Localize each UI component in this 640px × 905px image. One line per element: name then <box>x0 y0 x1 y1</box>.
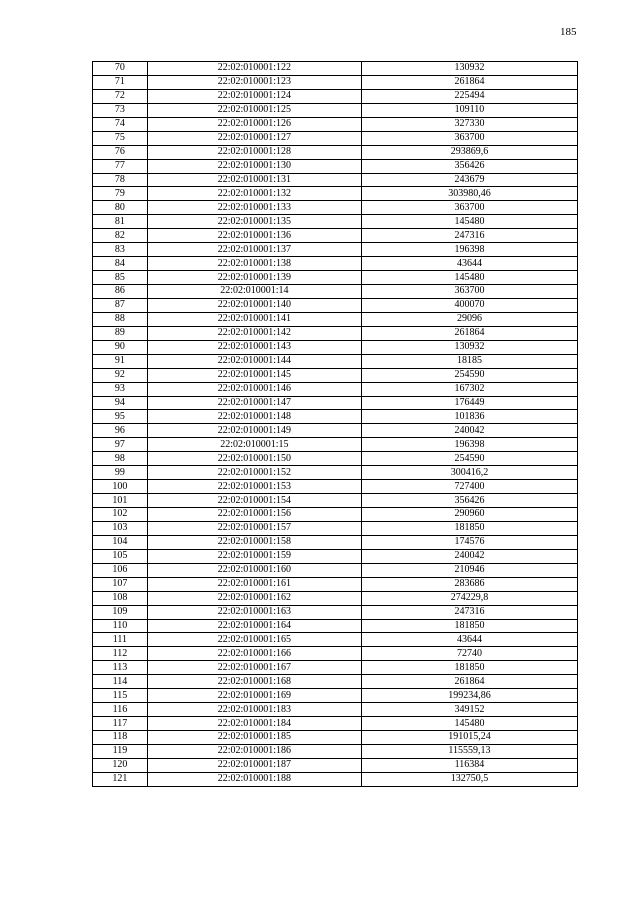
cadastral-number-cell: 22:02:010001:184 <box>147 717 361 731</box>
table-row <box>93 215 578 229</box>
row-number-cell: 89 <box>93 326 148 340</box>
table-row <box>93 758 578 772</box>
cadastral-number-cell: 22:02:010001:136 <box>147 229 361 243</box>
table-row <box>93 89 578 103</box>
row-number-cell: 91 <box>93 354 148 368</box>
table-row <box>93 187 578 201</box>
cadastral-number-cell: 22:02:010001:147 <box>147 396 361 410</box>
row-number-cell: 106 <box>93 563 148 577</box>
table-row <box>93 703 578 717</box>
value-cell: 356426 <box>361 494 577 508</box>
value-cell: 196398 <box>361 438 577 452</box>
cadastral-number-cell: 22:02:010001:162 <box>147 591 361 605</box>
table-row <box>93 145 578 159</box>
table-row <box>93 382 578 396</box>
value-cell: 243679 <box>361 173 577 187</box>
cadastral-number-cell: 22:02:010001:153 <box>147 480 361 494</box>
value-cell: 181850 <box>361 661 577 675</box>
row-number-cell: 74 <box>93 117 148 131</box>
table-body <box>93 62 578 787</box>
value-cell: 247316 <box>361 605 577 619</box>
table-row <box>93 717 578 731</box>
table-row <box>93 103 578 117</box>
value-cell: 181850 <box>361 619 577 633</box>
value-cell: 303980,46 <box>361 187 577 201</box>
cadastral-number-cell: 22:02:010001:15 <box>147 438 361 452</box>
table-row <box>93 424 578 438</box>
row-number-cell: 76 <box>93 145 148 159</box>
table-row <box>93 521 578 535</box>
cadastral-number-cell: 22:02:010001:137 <box>147 243 361 257</box>
value-cell: 43644 <box>361 257 577 271</box>
table-row <box>93 452 578 466</box>
cadastral-number-cell: 22:02:010001:133 <box>147 201 361 215</box>
table-row <box>93 368 578 382</box>
cadastral-value-table <box>92 61 578 787</box>
cadastral-number-cell: 22:02:010001:188 <box>147 772 361 786</box>
value-cell: 145480 <box>361 215 577 229</box>
table-row <box>93 173 578 187</box>
cadastral-number-cell: 22:02:010001:157 <box>147 521 361 535</box>
cadastral-number-cell: 22:02:010001:126 <box>147 117 361 131</box>
value-cell: 247316 <box>361 229 577 243</box>
row-number-cell: 115 <box>93 689 148 703</box>
table-row <box>93 744 578 758</box>
value-cell: 145480 <box>361 717 577 731</box>
row-number-cell: 99 <box>93 466 148 480</box>
table-row <box>93 396 578 410</box>
cadastral-number-cell: 22:02:010001:128 <box>147 145 361 159</box>
value-cell: 109110 <box>361 103 577 117</box>
table-row <box>93 117 578 131</box>
value-cell: 300416,2 <box>361 466 577 480</box>
table-row <box>93 689 578 703</box>
row-number-cell: 71 <box>93 75 148 89</box>
cadastral-number-cell: 22:02:010001:161 <box>147 577 361 591</box>
cadastral-number-cell: 22:02:010001:144 <box>147 354 361 368</box>
value-cell: 254590 <box>361 368 577 382</box>
value-cell: 349152 <box>361 703 577 717</box>
cadastral-number-cell: 22:02:010001:158 <box>147 535 361 549</box>
row-number-cell: 92 <box>93 368 148 382</box>
value-cell: 130932 <box>361 340 577 354</box>
value-cell: 290960 <box>361 508 577 522</box>
row-number-cell: 85 <box>93 271 148 285</box>
table-row <box>93 159 578 173</box>
value-cell: 363700 <box>361 201 577 215</box>
value-cell: 132750,5 <box>361 772 577 786</box>
value-cell: 181850 <box>361 521 577 535</box>
row-number-cell: 80 <box>93 201 148 215</box>
cadastral-number-cell: 22:02:010001:141 <box>147 312 361 326</box>
table-row <box>93 549 578 563</box>
table-row <box>93 131 578 145</box>
cadastral-number-cell: 22:02:010001:160 <box>147 563 361 577</box>
table-row <box>93 731 578 745</box>
cadastral-number-cell: 22:02:010001:183 <box>147 703 361 717</box>
row-number-cell: 98 <box>93 452 148 466</box>
row-number-cell: 78 <box>93 173 148 187</box>
cadastral-number-cell: 22:02:010001:142 <box>147 326 361 340</box>
table-row <box>93 591 578 605</box>
cadastral-number-cell: 22:02:010001:130 <box>147 159 361 173</box>
row-number-cell: 96 <box>93 424 148 438</box>
row-number-cell: 102 <box>93 508 148 522</box>
cadastral-number-cell: 22:02:010001:150 <box>147 452 361 466</box>
cadastral-number-cell: 22:02:010001:169 <box>147 689 361 703</box>
table-row <box>93 633 578 647</box>
cadastral-number-cell: 22:02:010001:124 <box>147 89 361 103</box>
cadastral-number-cell: 22:02:010001:131 <box>147 173 361 187</box>
value-cell: 363700 <box>361 131 577 145</box>
value-cell: 261864 <box>361 75 577 89</box>
cadastral-number-cell: 22:02:010001:154 <box>147 494 361 508</box>
table-row <box>93 772 578 786</box>
table-row <box>93 201 578 215</box>
value-cell: 727400 <box>361 480 577 494</box>
table-row <box>93 619 578 633</box>
row-number-cell: 109 <box>93 605 148 619</box>
cadastral-number-cell: 22:02:010001:145 <box>147 368 361 382</box>
value-cell: 210946 <box>361 563 577 577</box>
value-cell: 199234,86 <box>361 689 577 703</box>
row-number-cell: 118 <box>93 731 148 745</box>
row-number-cell: 88 <box>93 312 148 326</box>
cadastral-number-cell: 22:02:010001:165 <box>147 633 361 647</box>
row-number-cell: 90 <box>93 340 148 354</box>
row-number-cell: 107 <box>93 577 148 591</box>
value-cell: 130932 <box>361 62 577 76</box>
cadastral-number-cell: 22:02:010001:164 <box>147 619 361 633</box>
table-row <box>93 577 578 591</box>
table-row <box>93 354 578 368</box>
row-number-cell: 87 <box>93 298 148 312</box>
table-row <box>93 410 578 424</box>
cadastral-number-cell: 22:02:010001:123 <box>147 75 361 89</box>
row-number-cell: 100 <box>93 480 148 494</box>
row-number-cell: 108 <box>93 591 148 605</box>
row-number-cell: 93 <box>93 382 148 396</box>
value-cell: 116384 <box>361 758 577 772</box>
cadastral-number-cell: 22:02:010001:166 <box>147 647 361 661</box>
cadastral-number-cell: 22:02:010001:140 <box>147 298 361 312</box>
row-number-cell: 114 <box>93 675 148 689</box>
value-cell: 72740 <box>361 647 577 661</box>
row-number-cell: 120 <box>93 758 148 772</box>
row-number-cell: 117 <box>93 717 148 731</box>
table-row <box>93 271 578 285</box>
row-number-cell: 72 <box>93 89 148 103</box>
row-number-cell: 105 <box>93 549 148 563</box>
table-row <box>93 75 578 89</box>
cadastral-number-cell: 22:02:010001:148 <box>147 410 361 424</box>
row-number-cell: 112 <box>93 647 148 661</box>
row-number-cell: 75 <box>93 131 148 145</box>
value-cell: 145480 <box>361 271 577 285</box>
table-row <box>93 494 578 508</box>
table-row <box>93 229 578 243</box>
row-number-cell: 82 <box>93 229 148 243</box>
table-row <box>93 535 578 549</box>
value-cell: 18185 <box>361 354 577 368</box>
value-cell: 261864 <box>361 326 577 340</box>
value-cell: 363700 <box>361 285 577 299</box>
row-number-cell: 111 <box>93 633 148 647</box>
table-row <box>93 298 578 312</box>
value-cell: 240042 <box>361 424 577 438</box>
cadastral-number-cell: 22:02:010001:163 <box>147 605 361 619</box>
table-row <box>93 605 578 619</box>
cadastral-number-cell: 22:02:010001:127 <box>147 131 361 145</box>
row-number-cell: 77 <box>93 159 148 173</box>
row-number-cell: 70 <box>93 62 148 76</box>
row-number-cell: 101 <box>93 494 148 508</box>
row-number-cell: 84 <box>93 257 148 271</box>
row-number-cell: 86 <box>93 285 148 299</box>
value-cell: 115559,13 <box>361 744 577 758</box>
cadastral-number-cell: 22:02:010001:138 <box>147 257 361 271</box>
table-row <box>93 647 578 661</box>
cadastral-number-cell: 22:02:010001:14 <box>147 285 361 299</box>
value-cell: 29096 <box>361 312 577 326</box>
value-cell: 283686 <box>361 577 577 591</box>
value-cell: 293869,6 <box>361 145 577 159</box>
value-cell: 254590 <box>361 452 577 466</box>
table-row <box>93 661 578 675</box>
table-row <box>93 466 578 480</box>
row-number-cell: 113 <box>93 661 148 675</box>
row-number-cell: 73 <box>93 103 148 117</box>
row-number-cell: 95 <box>93 410 148 424</box>
value-cell: 400070 <box>361 298 577 312</box>
value-cell: 174576 <box>361 535 577 549</box>
row-number-cell: 103 <box>93 521 148 535</box>
cadastral-number-cell: 22:02:010001:139 <box>147 271 361 285</box>
row-number-cell: 97 <box>93 438 148 452</box>
value-cell: 43644 <box>361 633 577 647</box>
row-number-cell: 121 <box>93 772 148 786</box>
table-row <box>93 508 578 522</box>
table-row <box>93 285 578 299</box>
value-cell: 191015,24 <box>361 731 577 745</box>
table-row <box>93 312 578 326</box>
row-number-cell: 94 <box>93 396 148 410</box>
row-number-cell: 83 <box>93 243 148 257</box>
value-cell: 274229,8 <box>361 591 577 605</box>
table-row <box>93 257 578 271</box>
row-number-cell: 104 <box>93 535 148 549</box>
value-cell: 225494 <box>361 89 577 103</box>
table-row <box>93 438 578 452</box>
page-number: 185 <box>560 26 577 38</box>
table-row <box>93 62 578 76</box>
cadastral-number-cell: 22:02:010001:125 <box>147 103 361 117</box>
row-number-cell: 81 <box>93 215 148 229</box>
cadastral-number-cell: 22:02:010001:156 <box>147 508 361 522</box>
table-row <box>93 480 578 494</box>
value-cell: 196398 <box>361 243 577 257</box>
table-row <box>93 340 578 354</box>
value-cell: 327330 <box>361 117 577 131</box>
cadastral-number-cell: 22:02:010001:143 <box>147 340 361 354</box>
table-row <box>93 243 578 257</box>
value-cell: 261864 <box>361 675 577 689</box>
cadastral-number-cell: 22:02:010001:122 <box>147 62 361 76</box>
cadastral-number-cell: 22:02:010001:187 <box>147 758 361 772</box>
value-cell: 101836 <box>361 410 577 424</box>
cadastral-number-cell: 22:02:010001:132 <box>147 187 361 201</box>
cadastral-number-cell: 22:02:010001:152 <box>147 466 361 480</box>
cadastral-number-cell: 22:02:010001:185 <box>147 731 361 745</box>
value-cell: 176449 <box>361 396 577 410</box>
table-row <box>93 675 578 689</box>
row-number-cell: 119 <box>93 744 148 758</box>
cadastral-number-cell: 22:02:010001:135 <box>147 215 361 229</box>
cadastral-number-cell: 22:02:010001:146 <box>147 382 361 396</box>
value-cell: 356426 <box>361 159 577 173</box>
cadastral-number-cell: 22:02:010001:168 <box>147 675 361 689</box>
value-cell: 167302 <box>361 382 577 396</box>
cadastral-number-cell: 22:02:010001:186 <box>147 744 361 758</box>
row-number-cell: 110 <box>93 619 148 633</box>
cadastral-number-cell: 22:02:010001:149 <box>147 424 361 438</box>
cadastral-number-cell: 22:02:010001:159 <box>147 549 361 563</box>
table-row <box>93 326 578 340</box>
row-number-cell: 79 <box>93 187 148 201</box>
table-row <box>93 563 578 577</box>
row-number-cell: 116 <box>93 703 148 717</box>
cadastral-number-cell: 22:02:010001:167 <box>147 661 361 675</box>
value-cell: 240042 <box>361 549 577 563</box>
